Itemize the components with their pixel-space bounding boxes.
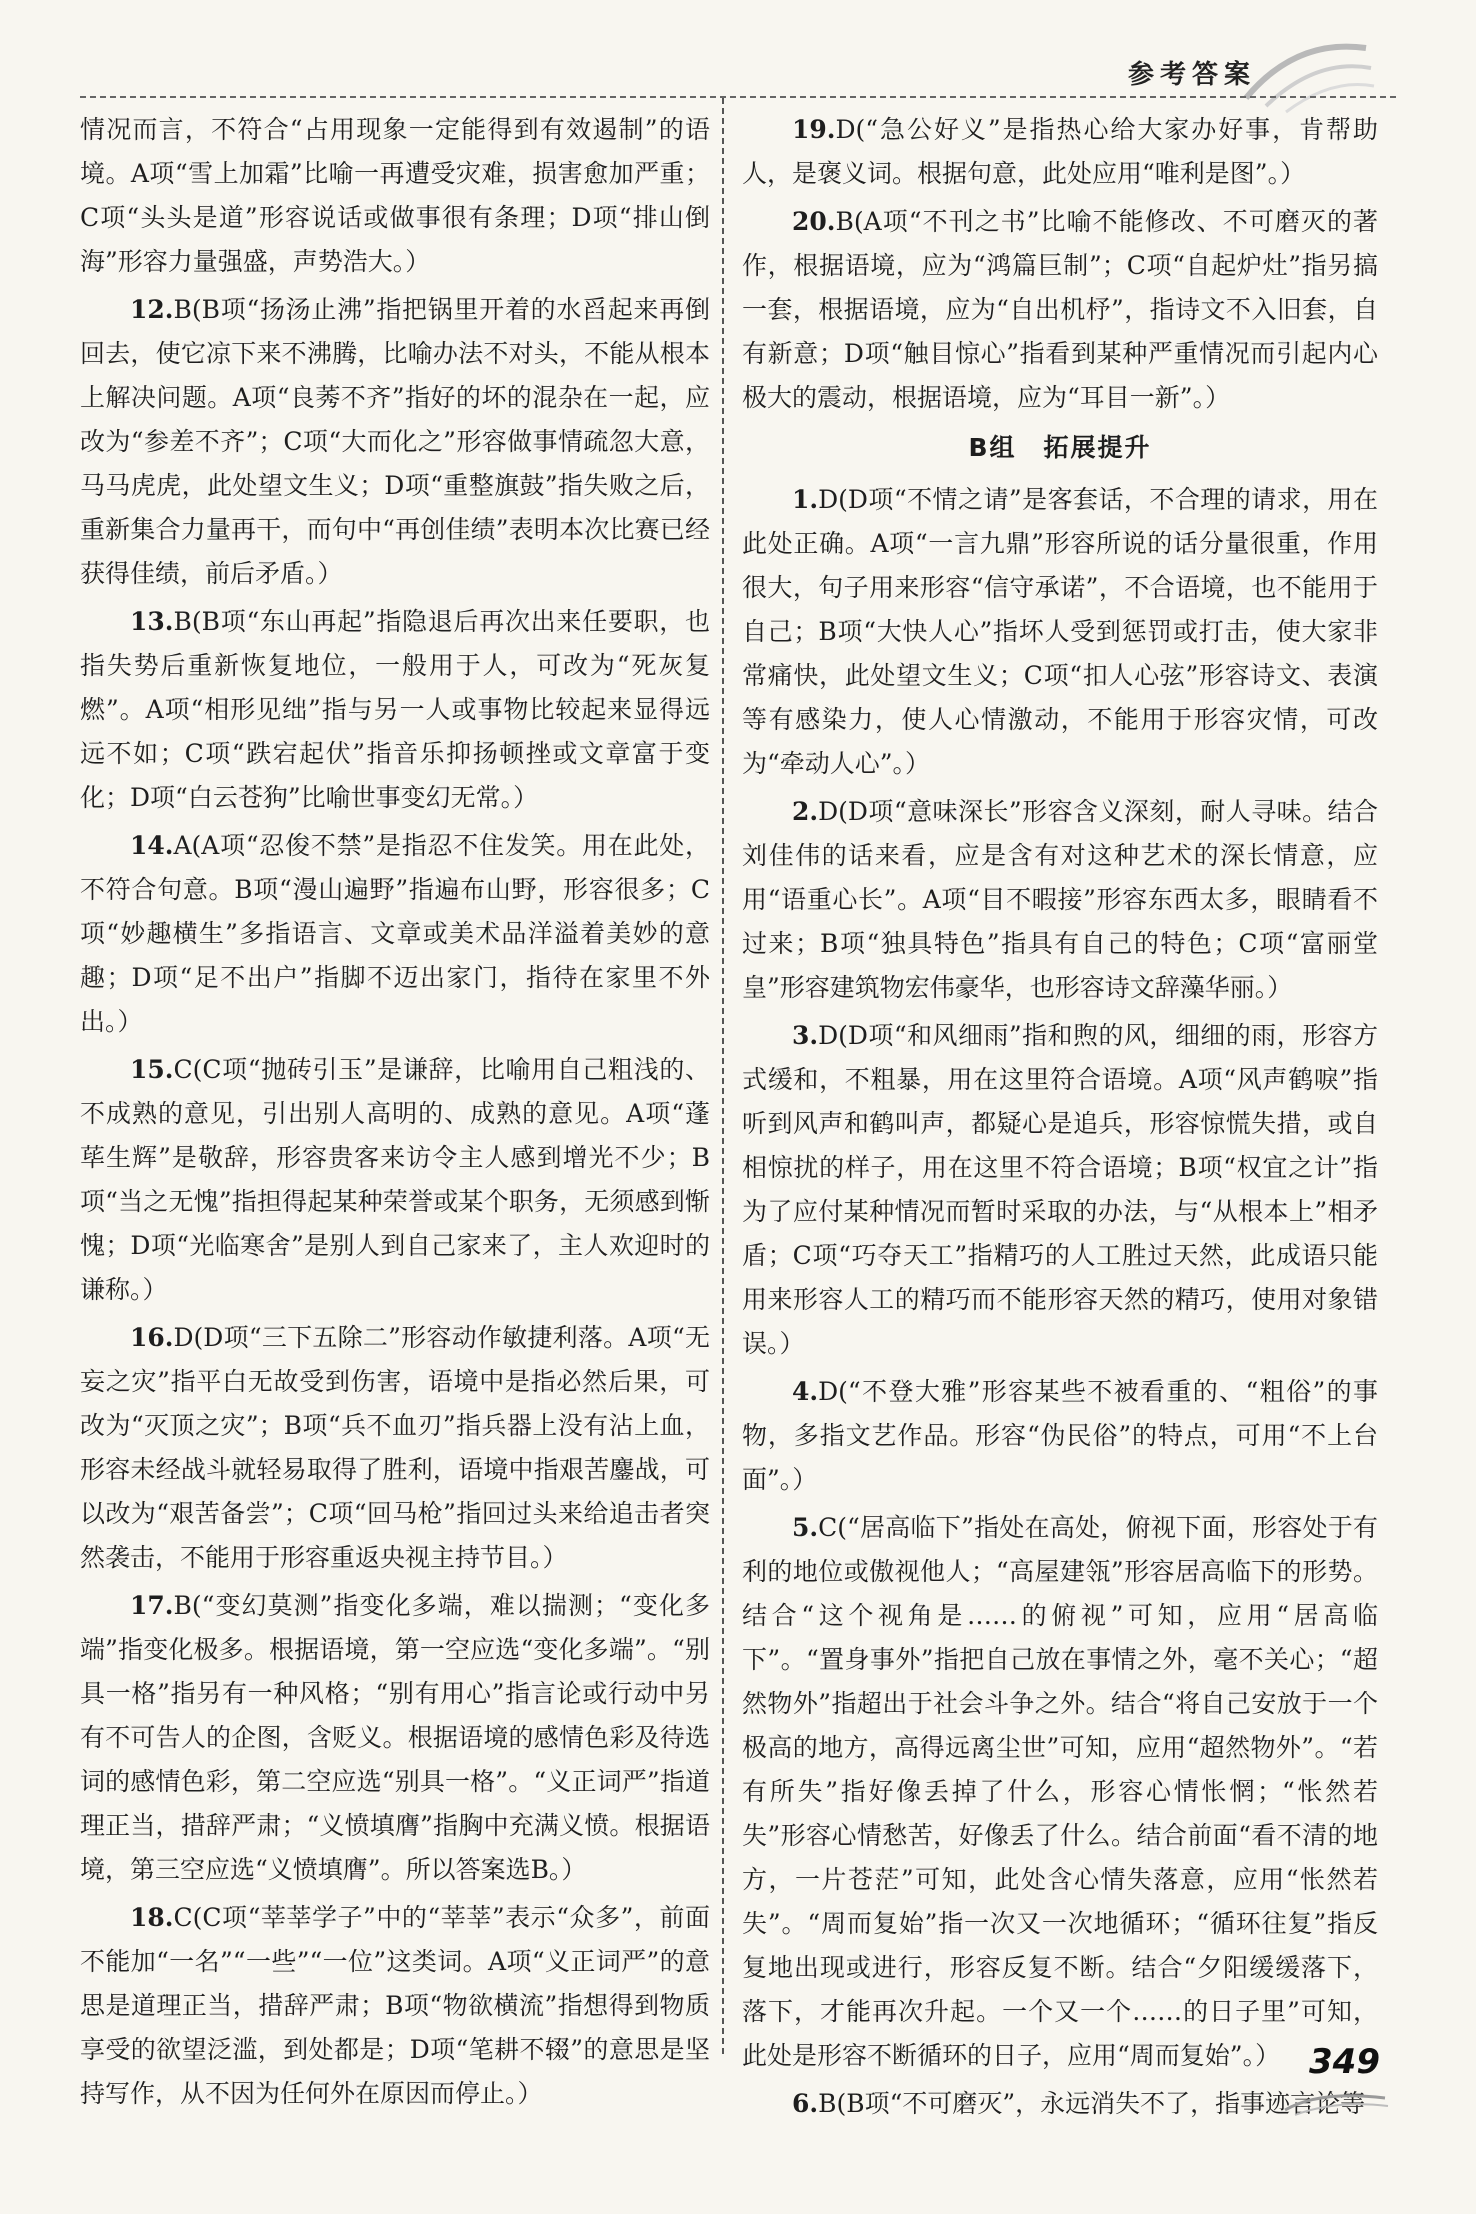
left-column — [80, 108, 710, 2120]
answer-item: 17.B(“变幻莫测”指变化多端，难以揣测；“变化多端”指变化极多。根据语境，第一空应选“变化多端”。“别具一格”指另有一种风格；“别有用心”指言论或行动中另有不可告人的企图，含贬义。根据语境的感情色彩及待选词的感情色彩，第二空应选“别具一格”。“义正词严”指道理正当，措辞严肃；“义愤填膺”指胸中充满义愤。根据语境，第三空应选“义愤填膺”。所以答案选B。） — [80, 1591, 710, 1884]
answer-item: 15.C(C项“抛砖引玉”是谦辞，比喻用自己粗浅的、不成熟的意见，引出别人高明的、成熟的意见。A项“蓬荜生辉”是敬辞，形容贵客来访令主人感到增光不少；B项“当之无愧”指担得起某种荣誉或某个职务，无须感到惭愧；D项“光临寒舍”是别人到自己家来了，主人欢迎时的谦称。） — [80, 1055, 710, 1304]
answer-item: 16.D(D项“三下五除二”形容动作敏捷利落。A项“无妄之灾”指平白无故受到伤害，语境中是指必然后果，可改为“灭顶之灾”；B项“兵不血刃”指兵器上没有沾上血，形容未经战斗就轻易取得了胜利，语境中指艰苦鏖战，可以改为“艰苦备尝”；C项“回马枪”指回过头来给追击者突然袭击，不能用于形容重返央视主持节目。） — [80, 1323, 710, 1572]
header-label: 参考答案 — [1127, 60, 1256, 90]
answer-item: 3.D(D项“和风细雨”指和煦的风，细细的雨，形容方式缓和，不粗暴，用在这里符合语境。A项“风声鹤唳”指听到风声和鹤叫声，都疑心是追兵，形容惊慌失措，或自相惊扰的样子，用在这里不符合语境；B项“权宜之计”指为了应付某种情况而暂时采取的办法，与“从根本上”相矛盾；C项“巧夺天工”指精巧的人工胜过天然，此成语只能用来形容人工的精巧而不能形容天然的精巧，使用对象错误。） — [742, 1021, 1378, 1358]
header-divider — [80, 96, 1396, 98]
section-title: B组 拓展提升 — [968, 433, 1152, 462]
answer-item: 18.C(C项“莘莘学子”中的“莘莘”表示“众多”，前面不能加“一名”“一些”“一位”这类词。A项“义正词严”的意思是道理正当，措辞严肃；B项“物欲横流”指想得到物质享受的欲望泛滥，到处都是；D项“笔耕不辍”的意思是坚持写作，从不因为任何外在原因而停止。） — [80, 1903, 710, 2108]
answer-item: 1.D(D项“不情之请”是客套话，不合理的请求，用在此处正确。A项“一言九鼎”形容所说的话分量很重，作用很大，句子用来形容“信守承诺”，不合语境，也不能用于自己；B项“大快人心”指坏人受到惩罚或打击，使大家非常痛快，此处望文生义；C项“扣人心弦”形容诗文、表演等有感染力，使人心情激动，不能用于形容灾情，可改为“牵动人心”。） — [742, 485, 1378, 778]
header-swirl-decoration — [1236, 28, 1376, 118]
answer-item: 2.D(D项“意味深长”形容含义深刻，耐人寻味。结合刘佳伟的话来看，应是含有对这种艺术的深长情意，应用“语重心长”。A项“目不暇接”形容东西太多，眼睛看不过来；B项“独具特色”指具有自己的特色；C项“富丽堂皇”形容建筑物宏伟豪华，也形容诗文辞藻华丽。） — [742, 797, 1378, 1002]
answer-item: 情况而言，不符合“占用现象一定能得到有效遏制”的语境。A项“雪上加霜”比喻一再遭受灾难，损害愈加严重；C项“头头是道”形容说话或做事很有条理；D项“排山倒海”形容力量强盛，声势浩大。） — [80, 115, 710, 276]
column-divider — [722, 98, 724, 2054]
right-column — [742, 108, 1378, 2130]
page-number: 349 — [1309, 2042, 1380, 2082]
answer-item: 4.D(“不登大雅”形容某些不被看重的、“粗俗”的事物，多指文艺作品。形容“伪民俗”的特点，可用“不上台面”。） — [742, 1377, 1378, 1494]
answer-item: 14.A(A项“忍俊不禁”是指忍不住发笑。用在此处，不符合句意。B项“漫山遍野”指遍布山野，形容很多；C项“妙趣横生”多指语言、文章或美术品洋溢着美妙的意趣；D项“足不出户”指脚不迈出家门，指待在家里不外出。） — [80, 831, 710, 1036]
answer-item: 6.B(B项“不可磨灭”，永远消失不了，指事迹言论等 — [792, 2089, 1366, 2118]
answer-item: 12.B(B项“扬汤止沸”指把锅里开着的水舀起来再倒回去，使它凉下来不沸腾，比喻办法不对头，不能从根本上解决问题。A项“良莠不齐”指好的坏的混杂在一起，应改为“参差不齐”；C项“大而化之”形容做事情疏忽大意，马马虎虎，此处望文生义；D项“重整旗鼓”指失败之后，重新集合力量再干，而句中“再创佳绩”表明本次比赛已经获得佳绩，前后矛盾。） — [80, 295, 710, 588]
answer-item: 5.C(“居高临下”指处在高处，俯视下面，形容处于有利的地位或傲视他人；“高屋建瓴”形容居高临下的形势。结合“这个视角是……的俯视”可知，应用“居高临下”。“置身事外”指把自己放在事情之外，毫不关心；“超然物外”指超出于社会斗争之外。结合“将自己安放于一个极高的地方，高得远离尘世”可知，应用“超然物外”。“若有所失”指好像丢掉了什么，形容心情怅惘；“怅然若失”形容心情愁苦，好像丢了什么。结合前面“看不清的地方，一片苍茫”可知，此处含心情失落意，应用“怅然若失”。“周而复始”指一次又一次地循环；“循环往复”指反复地出现或进行，形容反复不断。结合“夕阳缓缓落下，落下，才能再次升起。一个又一个……的日子里”可知，此处是形容不断循环的日子，应用“周而复始”。） — [742, 1513, 1378, 2070]
footer-swirl-decoration — [1280, 2088, 1390, 2118]
answer-item: 20.B(A项“不刊之书”比喻不能修改、不可磨灭的著作，根据语境，应为“鸿篇巨制”；C项“自起炉灶”指另搞一套，根据语境，应为“自出机杼”，指诗文不入旧套，自有新意；D项“触目惊心”指看到某种严重情况而引起内心极大的震动，根据语境，应为“耳目一新”。） — [742, 207, 1378, 412]
answer-item: 19.D(“急公好义”是指热心给大家办好事，肯帮助人，是褒义词。根据句意，此处应用“唯利是图”。） — [742, 115, 1378, 188]
answer-item: 13.B(B项“东山再起”指隐退后再次出来任要职，也指失势后重新恢复地位，一般用于人，可改为“死灰复燃”。A项“相形见绌”指与另一人或事物比较起来显得远远不如；C项“跌宕起伏”指音乐抑扬顿挫或文章富于变化；D项“白云苍狗”比喻世事变幻无常。） — [80, 607, 710, 812]
